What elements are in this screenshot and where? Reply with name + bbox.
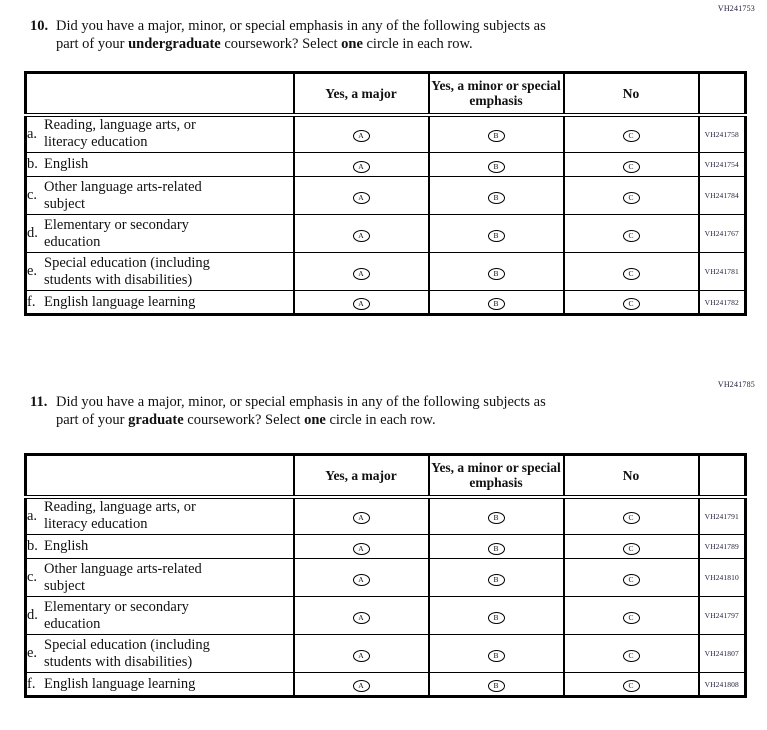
option-bubble-no[interactable]: C — [623, 230, 640, 242]
table-row-b — [26, 535, 746, 559]
option-bubble-no[interactable]: C — [623, 612, 640, 624]
table-row-a — [26, 497, 746, 535]
option-bubble-major[interactable]: A — [353, 192, 370, 204]
option-bubble-no[interactable]: C — [623, 680, 640, 692]
row-code: VH241789 — [699, 535, 746, 559]
table-row-d — [26, 215, 746, 253]
row-letter: f. — [27, 675, 36, 692]
question-11-number: 11. — [30, 394, 48, 410]
row-label: English language learning — [44, 675, 196, 692]
question-10-text — [56, 17, 755, 53]
row-label: Reading, language arts, or literacy education — [44, 499, 196, 533]
row-code: VH241784 — [699, 177, 746, 215]
row-letter: e. — [27, 645, 38, 661]
row-letter: a. — [27, 125, 38, 142]
row-label: English language learning — [44, 293, 196, 310]
table-row-b — [26, 153, 746, 177]
header-yes-major: Yes, a major — [294, 455, 429, 497]
option-bubble-no[interactable]: C — [623, 192, 640, 204]
option-bubble-major[interactable]: A — [353, 543, 370, 555]
option-bubble-major[interactable]: A — [353, 268, 370, 280]
header-code-empty — [699, 455, 746, 497]
option-bubble-no[interactable]: C — [623, 650, 640, 662]
row-code: VH241791 — [699, 497, 746, 535]
table-row-c — [26, 177, 746, 215]
row-code: VH241781 — [699, 253, 746, 291]
option-bubble-major[interactable]: A — [353, 130, 370, 142]
row-code: VH241767 — [699, 215, 746, 253]
header-yes-minor: Yes, a minor or special emphasis — [429, 455, 564, 497]
row-code: VH241807 — [699, 635, 746, 673]
row-label: Reading, language arts, or literacy education — [44, 117, 196, 151]
question-text-bold: graduate — [128, 412, 184, 428]
question-text-segment: circle in each row. — [362, 36, 473, 52]
header-yes-minor: Yes, a minor or special emphasis — [429, 73, 564, 115]
row-code: VH241758 — [699, 115, 746, 153]
question-text-segment: coursework? Select — [183, 412, 305, 428]
table-row-a — [26, 115, 746, 153]
question-text-bold: undergraduate — [128, 36, 221, 52]
option-bubble-minor[interactable]: B — [488, 268, 505, 280]
table-header-row — [26, 455, 746, 497]
row-letter: c. — [27, 569, 38, 585]
row-letter: c. — [27, 187, 38, 203]
question-text-bold: one — [341, 36, 363, 52]
row-label: English — [44, 156, 89, 172]
question-10-number: 10. — [30, 18, 49, 34]
question-11-section — [27, 380, 755, 698]
option-bubble-major[interactable]: A — [353, 298, 370, 310]
question-text-bold: one — [304, 412, 326, 428]
row-letter: f. — [27, 293, 36, 310]
row-code: VH241808 — [699, 673, 746, 697]
question-11-table — [24, 453, 747, 698]
option-bubble-major[interactable]: A — [353, 680, 370, 692]
row-label: Elementary or secondary education — [44, 216, 189, 250]
question-11 — [30, 393, 755, 429]
row-letter: d. — [27, 607, 38, 623]
row-letter: e. — [27, 263, 38, 279]
table-row-e — [26, 635, 746, 673]
question-10-section — [27, 4, 755, 316]
option-bubble-major[interactable]: A — [353, 574, 370, 586]
table-row-d — [26, 597, 746, 635]
row-label: Elementary or secondary education — [44, 598, 189, 632]
option-bubble-major[interactable]: A — [353, 230, 370, 242]
question-text-segment: Did you have a major, minor, or special emphasis in any of the following subjects as — [56, 394, 546, 410]
option-bubble-minor[interactable]: B — [488, 612, 505, 624]
option-bubble-minor[interactable]: B — [488, 130, 505, 142]
row-code: VH241754 — [699, 153, 746, 177]
option-bubble-major[interactable]: A — [353, 612, 370, 624]
table-row-f — [26, 673, 746, 697]
question-11-text — [56, 393, 755, 429]
row-label: Other language arts-related subject — [44, 560, 202, 594]
question-text-segment: part of your — [56, 412, 129, 428]
header-no: No — [564, 455, 699, 497]
table-row-c — [26, 559, 746, 597]
option-bubble-no[interactable]: C — [623, 130, 640, 142]
option-bubble-major[interactable]: A — [353, 650, 370, 662]
question-text-segment: coursework? Select — [220, 36, 342, 52]
question-10 — [30, 17, 755, 53]
option-bubble-minor[interactable]: B — [488, 230, 505, 242]
option-bubble-minor[interactable]: B — [488, 298, 505, 310]
header-empty — [26, 455, 294, 497]
table-row-e — [26, 253, 746, 291]
table-header-row — [26, 73, 746, 115]
option-bubble-no[interactable]: C — [623, 298, 640, 310]
option-bubble-no[interactable]: C — [623, 543, 640, 555]
row-letter: d. — [27, 225, 38, 241]
option-bubble-minor[interactable]: B — [488, 512, 505, 524]
option-bubble-major[interactable]: A — [353, 161, 370, 173]
row-label: English — [44, 538, 89, 554]
header-empty — [26, 73, 294, 115]
row-letter: b. — [27, 156, 38, 172]
table-row-f — [26, 291, 746, 315]
row-letter: b. — [27, 538, 38, 554]
option-bubble-no[interactable]: C — [623, 268, 640, 280]
question-10-table — [24, 71, 747, 316]
option-bubble-minor[interactable]: B — [488, 192, 505, 204]
option-bubble-major[interactable]: A — [353, 512, 370, 524]
option-bubble-minor[interactable]: B — [488, 161, 505, 173]
row-code: VH241810 — [699, 559, 746, 597]
row-label: Special education (including students with disabilities) — [44, 254, 210, 288]
row-code: VH241782 — [699, 291, 746, 315]
option-bubble-minor[interactable]: B — [488, 574, 505, 586]
question-text-segment: part of your — [56, 36, 129, 52]
option-bubble-minor[interactable]: B — [488, 680, 505, 692]
question-10-vh-code: VH241753 — [717, 4, 755, 13]
question-text-segment: Did you have a major, minor, or special emphasis in any of the following subjects as — [56, 18, 546, 34]
option-bubble-minor[interactable]: B — [488, 543, 505, 555]
row-code: VH241797 — [699, 597, 746, 635]
row-letter: a. — [27, 507, 38, 524]
row-label: Special education (including students with disabilities) — [44, 636, 210, 670]
header-no: No — [564, 73, 699, 115]
header-code-empty — [699, 73, 746, 115]
option-bubble-no[interactable]: C — [623, 161, 640, 173]
question-11-vh-code: VH241785 — [717, 380, 755, 389]
question-text-segment: circle in each row. — [325, 412, 436, 428]
option-bubble-no[interactable]: C — [623, 574, 640, 586]
option-bubble-no[interactable]: C — [623, 512, 640, 524]
row-label: Other language arts-related subject — [44, 178, 202, 212]
option-bubble-minor[interactable]: B — [488, 650, 505, 662]
header-yes-major: Yes, a major — [294, 73, 429, 115]
